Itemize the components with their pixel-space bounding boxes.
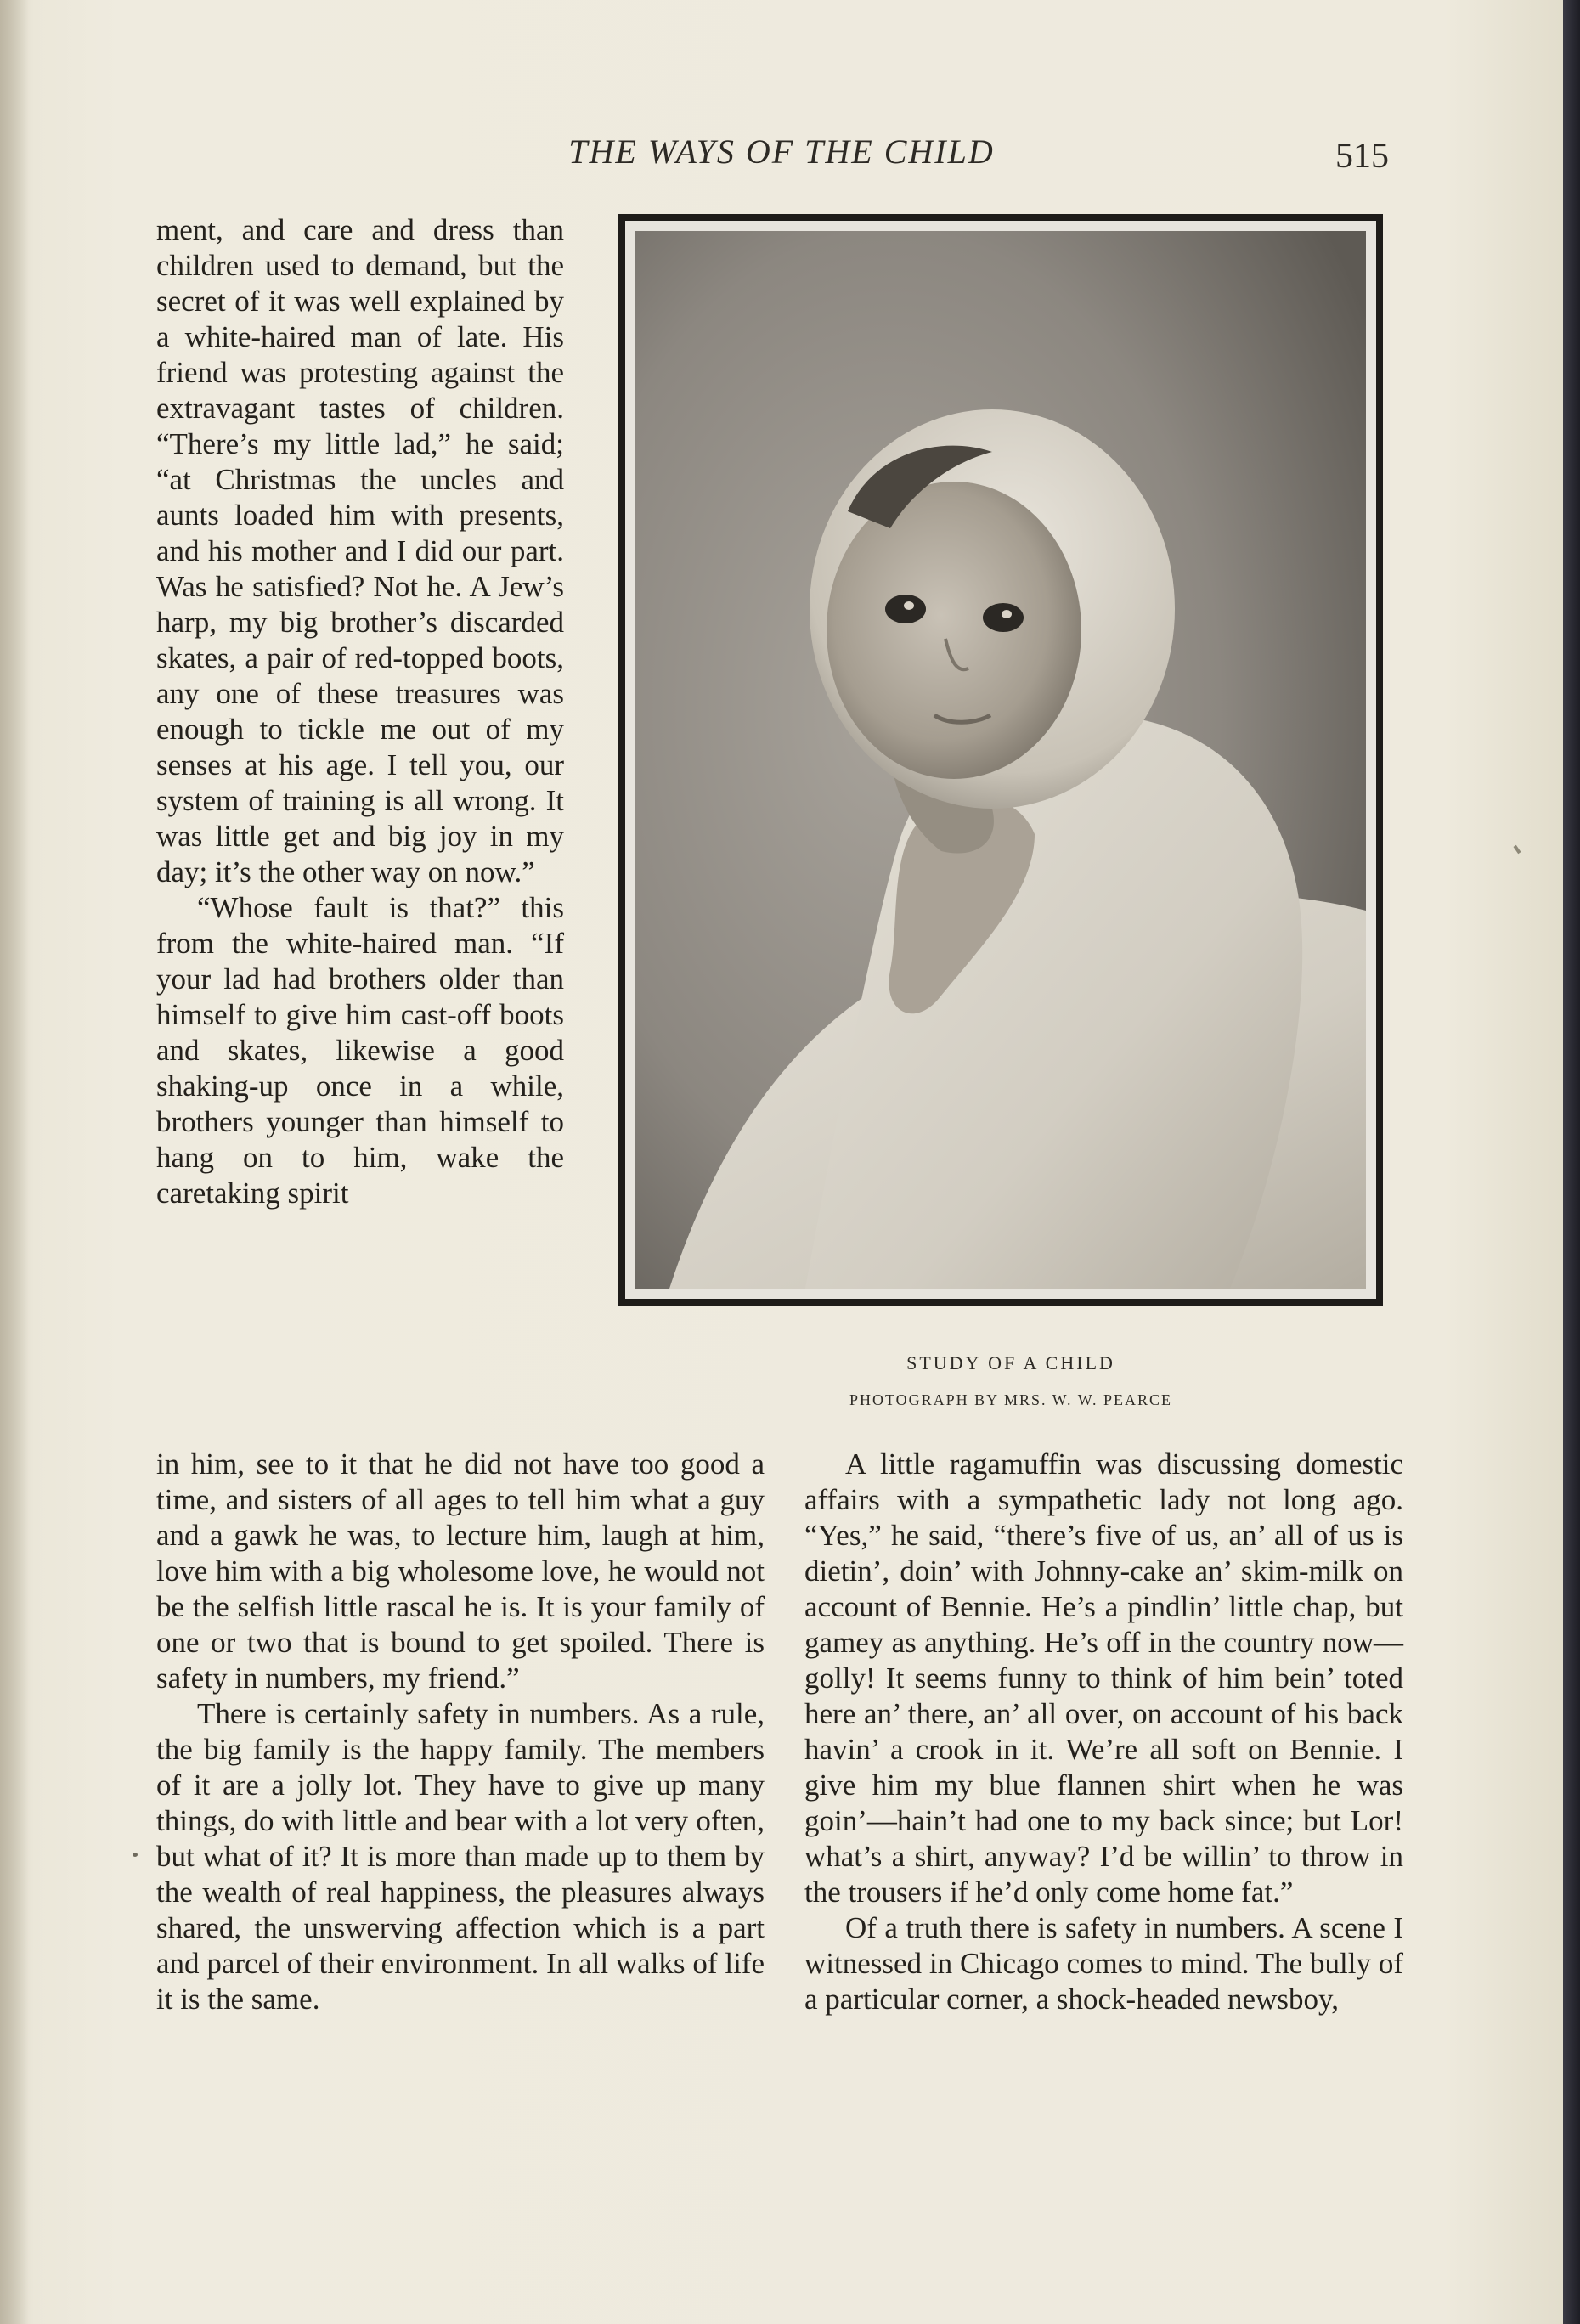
gutter-shadow	[0, 0, 29, 2324]
child-photograph	[635, 231, 1366, 1289]
paper-speck	[1513, 845, 1521, 854]
paragraph: Of a truth there is safety in numbers. A scene I witnessed in Chicago comes to mind. The bully of a particular corner, a shock-headed newsboy,	[804, 1911, 1403, 2016]
paragraph: A little ragamuffin was discussing domestic affairs with a sympathetic lady not long ago. “Yes,” he said, “there’s five of us, an’ all of us is dietin’, doin’ with Johnny-cake an’ skim-milk on account of Bennie. He’s a pindlin’ little chap, but gamey as anything. He’s off in the country now—golly! It seems funny to think of him bein’ toted here an’ there, an’ all over, on account of his back havin’ a crook in it. We’re all soft on Bennie. I give him my blue flannen shirt when he was goin’—hain’t had one to my back since; but Lor! what’s a shirt, anyway? I’d be willin’ to throw in the trousers if he’d only come home fat.”	[804, 1447, 1403, 1909]
page-number: 515	[1335, 137, 1389, 176]
running-title: THE WAYS OF THE CHILD	[568, 133, 995, 171]
figure-caption	[765, 1351, 1257, 1412]
right-column	[804, 1447, 1403, 2017]
caption-credit: PHOTOGRAPH BY MRS. W. W. PEARCE	[849, 1391, 1173, 1408]
left-column-bottom	[156, 1447, 765, 2017]
book-binding-edge	[1563, 0, 1580, 2324]
paragraph: in him, see to it that he did not have too good a time, and sisters of all ages to tell him what a guy and a gawk he was, to lecture him, laugh at him, love him with a big wholesome love, he would not be the selfish little rascal he is. It is your family of one or two that is bound to get spoiled. There is safety in numbers, my friend.”	[156, 1447, 765, 1695]
caption-title: STUDY OF A CHILD	[906, 1352, 1115, 1374]
paper-speck	[133, 1853, 138, 1857]
left-column-top	[156, 212, 564, 1211]
photo-study-of-a-child	[618, 214, 1383, 1306]
paragraph: ment, and care and dress than children used to demand, but the secret of it was well explained by a white-haired man of late. His friend was protesting against the extravagant tastes of children. “There’s my little lad,” he said; “at Christmas the uncles and aunts loaded him with presents, and his mother and I did our part. Was he satisfied? Not he. A Jew’s harp, my big brother’s discarded skates, a pair of red-topped boots, any one of these treasures was enough to tickle me out of my senses at his age. I tell you, our system of training is all wrong. It was little get and big joy in my day; it’s the other way on now.”	[156, 213, 564, 888]
paragraph: There is certainly safety in numbers. As a rule, the big family is the happy family. The members of it are a jolly lot. They have to give up many things, do with little and bear with a lot very often, but what of it? It is more than made up to them by the wealth of real happiness, the pleasures always shared, the unswerving affection which is a part and parcel of their environment. In all walks of life it is the same.	[156, 1697, 765, 2016]
paragraph: “Whose fault is that?” this from the white-haired man. “If your lad had brothers older than himself to give him cast-off boots and skates, likewise a good shaking-up once in a while, brothers younger than himself to hang on to him, wake the caretaking spirit	[156, 891, 564, 1210]
